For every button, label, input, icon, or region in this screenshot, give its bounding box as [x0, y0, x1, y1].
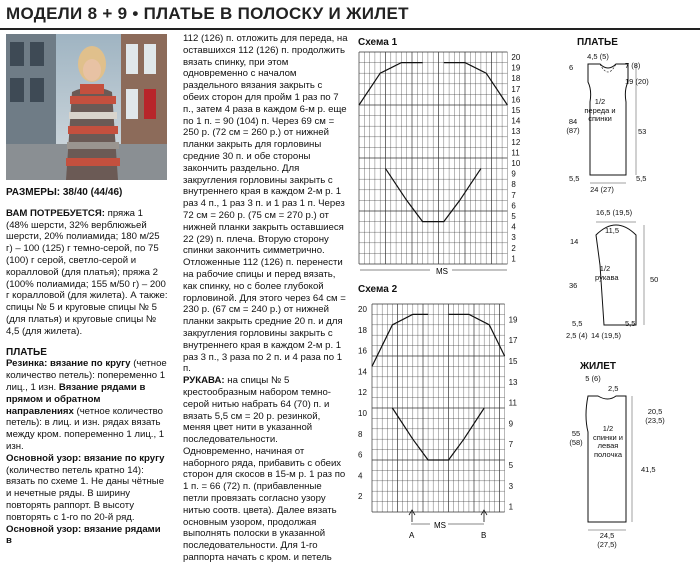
schema2-chart [356, 296, 521, 542]
schema2-ms-label: MS [434, 521, 446, 530]
sleeve-dim-cap: 11,5 [605, 226, 620, 235]
schema2-row-number-right: 15 [508, 357, 518, 366]
pattern-paragraph: Основной узор: вязание по кругу (количество петель кратно 14): вязать по схеме 1. Не даны чётные и нечетные ряды. В ширину повторять раппорт. В высоту повторять с 1-го по 20-й ряд. [6, 452, 165, 523]
schema2-row-number-right: 13 [508, 377, 518, 387]
schema1-row-number: 15 [511, 106, 521, 115]
sleeve-dim-top: 16,5 (19,5) [595, 208, 633, 217]
schema2-grid [372, 304, 505, 512]
schema2-row-number-left: 12 [358, 388, 367, 398]
dress-dim-width: 24 (27) [590, 185, 614, 194]
schema2-row-number-left: 2 [358, 492, 363, 502]
vest-dim-neck: 5 (6) [585, 374, 601, 383]
schema2-row-number-left: 16 [358, 346, 367, 356]
title-underline [0, 28, 700, 30]
schema1-row-number: 6 [511, 201, 516, 211]
schema1-row-number: 17 [511, 84, 521, 94]
vest-outline [586, 396, 626, 522]
vest-dim-armhole: 20,5 (23,5) [645, 407, 665, 425]
schema2-row-number-right: 19 [508, 315, 518, 325]
schema1-row-number: 11 [511, 148, 520, 158]
dress-heading: ПЛАТЬЕ [6, 346, 47, 358]
schema1-chart [356, 48, 521, 278]
sizes-heading: РАЗМЕРЫ: 38/40 (44/46) [6, 187, 123, 198]
sleeve-dim-55b: 5,5 [625, 319, 636, 328]
dress-title: ПЛАТЬЕ [577, 37, 618, 48]
schema1-row-number: 7 [511, 190, 516, 200]
sleeve-paragraph: РУКАВА: на спицы № 5 крестообразным наборoм темно-серой нитью набрать 64 (70) п. и вязать 5,5 см = 20 р. резинкой, меняя цвет нити в указанной последовательности. Одновременно, начиная от наборного ряда, прибавить с обеих сторон для скосов в 15-м р. 1 раз по 1 п. = 66 (72) п. (прибавленные петли провязать согласно узору нитью соотв. цвета). Далее вязать основным узором, продолжая выполнять полоски в указанной последовательности. Для 1-го раппорта начать с кром. и петель [183, 375, 346, 564]
dress-schematic [560, 50, 700, 200]
dress-dim-right2: 19 (20) [625, 77, 649, 86]
sleeve-dim-small: 2,5 (4) [566, 331, 588, 340]
schema2-row-number-left: 20 [358, 305, 367, 314]
schema2-row-number-right: 5 [508, 461, 514, 470]
vest-dim-25: 2,5 [608, 384, 619, 393]
rib-paragraph: Резинка: вязание по кругу (четное количество петель): попеременно 1 лиц., 1 изн. Вязание рядами в прямом и обратном направлениях (четное количество петель): в лиц. и изн. рядах вязать между кром. попеременно 1 лиц., 1 изн. [6, 358, 167, 452]
dress-dim-55a: 5,5 [569, 174, 580, 183]
schema1-row-number: 19 [511, 63, 521, 73]
schema2-row-number-left: 10 [358, 409, 367, 418]
left-text-column [6, 187, 168, 547]
schema1-row-number: 8 [511, 180, 516, 190]
dress-dim-neck: 4,5 (5) [587, 52, 609, 61]
marker-a: A [409, 531, 415, 540]
schema2-row-number-right: 11 [508, 398, 517, 408]
dress-dim-55b: 5,5 [636, 174, 647, 183]
vest-dim-width: 24,5 (27,5) [597, 531, 617, 549]
vest-dim-415: 41,5 [641, 465, 656, 474]
materials-paragraph: ВАМ ПОТРЕБУЕТСЯ: пряжа 1 (48% шерсти, 32% верблюжьей шерсти, 20% полиамида; 180 м/25 г) – 100 (125) г темно-серой, по 75 (100) г серой, светло-серой и коралловой (для платья); пряжа 2 (100% полиамида; 155 м/50 г) – 200 г коралловой (для жилета). А также: спицы № 5 и круговые спицы № 5 (для платья) и круговые спицы № 4,5 (для жилета). [6, 207, 168, 337]
schema2-title: Схема 2 [358, 284, 398, 295]
sleeve-dim-50: 50 [650, 275, 659, 284]
page-title: МОДЕЛИ 8 + 9 • ПЛАТЬЕ В ПОЛОСКУ И ЖИЛЕТ [6, 4, 409, 23]
schema1-row-number: 4 [511, 222, 516, 232]
sleeve-piece-label: 1/2 рукава [595, 264, 619, 282]
schema2-row-number-left: 18 [358, 325, 367, 335]
schema1-title: Схема 1 [358, 37, 398, 48]
schema1-row-number: 20 [511, 53, 521, 62]
model-photo [6, 34, 167, 180]
schema1-row-number: 10 [511, 159, 521, 168]
dress-piece-label: 1/2 переда и спинки [584, 97, 616, 123]
dress-dim-right1: 7 (8) [625, 61, 641, 70]
schema1-row-number: 14 [511, 116, 521, 126]
sleeve-dim-14: 14 [570, 237, 579, 246]
marker-b: B [481, 531, 487, 540]
schema2-row-number-right: 3 [508, 481, 514, 491]
schema1-row-number: 12 [511, 137, 521, 147]
schema2-row-number-right: 1 [508, 502, 514, 512]
schema1-grid [359, 52, 507, 264]
schema1-row-numbers [511, 53, 520, 263]
middle-text-column [183, 33, 349, 564]
schema1-row-number: 1 [511, 254, 516, 264]
schema1-row-number: 2 [511, 243, 516, 253]
schema2-row-number-left: 8 [358, 429, 363, 439]
sleeve-dim-55a: 5,5 [572, 319, 583, 328]
vest-schematic [560, 372, 700, 542]
dress-dim-shoulder: 6 [569, 63, 574, 72]
pattern-rows-paragraph: Основной узор: вязание рядами в [6, 523, 161, 547]
schema1-row-number: 9 [511, 169, 516, 179]
schema2-row-number-right: 9 [508, 419, 514, 429]
schema1-row-number: 16 [511, 95, 521, 105]
schema2-row-number-left: 4 [358, 471, 363, 481]
schema1-row-number: 18 [511, 74, 521, 84]
sleeve-dim-bottom: 14 (19,5) [590, 331, 622, 340]
schema2-row-number-left: 14 [358, 367, 367, 377]
vest-title: ЖИЛЕТ [580, 361, 617, 372]
sleeve-dim-36: 36 [569, 281, 578, 290]
schema2-row-number-right: 7 [508, 440, 514, 450]
schema2-row-number-right: 17 [508, 336, 518, 346]
vest-piece-label: 1/2 спинки и левая полочка [593, 424, 623, 459]
dress-dim-53: 53 [638, 127, 647, 136]
schema2-row-number-left: 6 [358, 450, 363, 460]
title-bar [0, 0, 700, 30]
schema1-row-number: 3 [511, 233, 516, 243]
front-paragraph: Отложенные 112 (126) п. перенести на рабочие спицы и перед вязать, как спинку, но с более глубокой горловиной. Для этого через 64 см = 230 р. (67 см = 240 р.) от нижней планки закрыть средние 20 п. и для закругления горловины закрыть с внутреннего края в каждом 2-м р. 1 раз 3 п., 3 раза по 2 п. и 4 раза по 1 п. [183, 257, 346, 375]
back-paragraph: 112 (126) п. отложить для переда, на оставшихся 112 (126) п. продолжить вязать спинку, при этом одновременно с началом раздельного вязания закрыть с обеих сторон для пройм 1 раз по 7 п., затем 4 раза в каждом 6-м р. еще по 1 п. = 90 (104) п. Через 69 см = 250 р. (72 см = 260 р.) от нижней планки закрыть для горловины средние 30 п. и обе стороны закончить раздельно. Для закругления горловины закрыть с внутреннего края в каждом 2-м р. 1 раз 4 п., 1 раз 3 п. и 1 раз 1 п. Через 72 см = 260 р. (75 см = 270 р.) от нижней планки закрыть оставшиеся 22 (29) п. плеча. Вторую сторону спинки закончить симметрично. [183, 33, 348, 257]
dress-dim-length: 84 (87) [566, 117, 580, 135]
vest-dim-length: 55 (58) [569, 429, 583, 447]
schema1-row-number: 13 [511, 127, 521, 137]
schema1-ms-label: MS [436, 267, 448, 276]
schema1-row-number: 5 [511, 212, 516, 221]
